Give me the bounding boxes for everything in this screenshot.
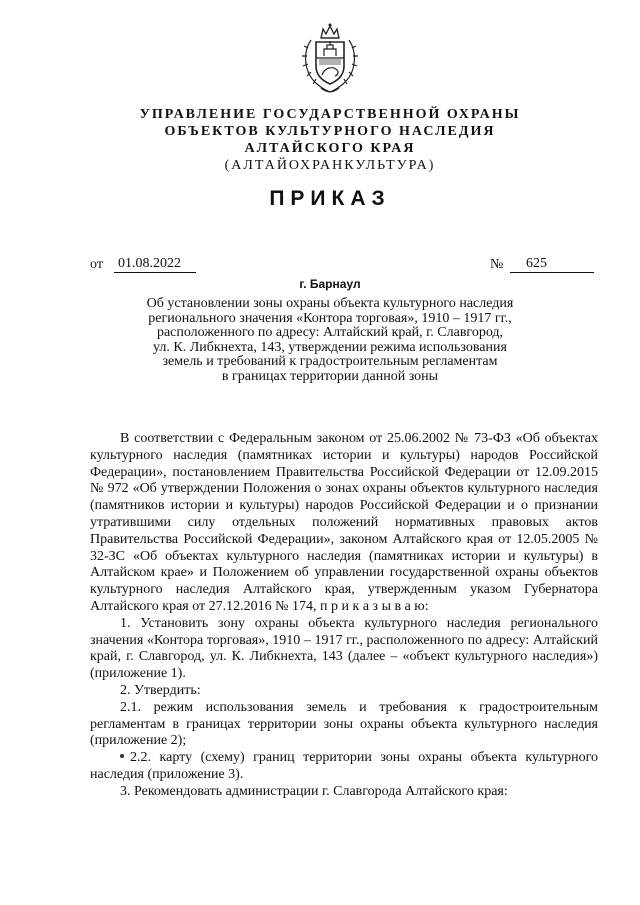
- date-label: от: [90, 257, 103, 272]
- order-item-2-2-paragraph: [90, 750, 598, 784]
- document-subject: [120, 297, 540, 385]
- document-title: ПРИКАЗ: [269, 187, 391, 210]
- subject-line: регионального значения «Контора торговая», 1910 – 1917 гг.,: [148, 310, 512, 326]
- order-item-2: 2. Утвердить:: [120, 682, 201, 698]
- subject-line: Об установлении зоны охраны объекта культурного наследия: [146, 296, 514, 311]
- order-item-2-1: 2.1. режим использования земель и требования к градостроительным регламентам в границах территории зоны охраны объекта культурного наследия (приложение 2);: [90, 699, 598, 749]
- subject-line: ул. К. Либкнехта, 143, утверждении режима использования: [153, 339, 507, 355]
- order-item-1: 1. Установить зону охраны объекта культурного наследия регионального значения «Контора торговая», 1910 – 1917 гг., расположенного по адресу: Алтайский край, г. Славгород, ул. К. Либкнехта, 143 (далее – «объект культурного наследия») (приложение 1).: [90, 615, 598, 682]
- org-name-line: АЛТАЙСКОГО КРАЯ: [244, 141, 416, 156]
- coat-of-arms-emblem: [299, 20, 361, 94]
- org-name-line: ОБЪЕКТОВ КУЛЬТУРНОГО НАСЛЕДИЯ: [164, 124, 496, 139]
- preamble-paragraph: В соответствии с Федеральным законом от 25.06.2002 № 73-ФЗ «Об объектах культурного наследия (памятниках истории и культуры) народов Российской Федерации», постановлением Правительства Российской Федерации от 12.09.2015 № 972 «Об утверждении Положения о зонах охраны объектов культурного наследия (памятников истории и культуры) народов Российской Федерации и о признании утратившими силу отдельных положений нормативных правовых актов Правительства Российской Федерации», законом Алтайского края от 12.05.2005 № 32-ЗС «Об объектах культурного наследия (памятниках истории и культуры) в Алтайском крае» и Положением об управлении государственной охраны объектов культурного наследия Алтайского края, утвержденным указом Губернатора Алтайского края от 27.12.2016 № 174, п р и к а з ы в а ю:: [90, 431, 598, 614]
- document-city: г. Барнаул: [299, 277, 361, 291]
- document-body: [90, 431, 598, 801]
- subject-line: земель и требований к градостроительным регламентам: [162, 354, 498, 370]
- org-name-line: УПРАВЛЕНИЕ ГОСУДАРСТВЕННОЙ ОХРАНЫ: [139, 107, 521, 122]
- org-short-name: (АЛТАЙОХРАНКУЛЬТУРА): [224, 158, 436, 173]
- number-label: №: [490, 257, 504, 272]
- document-number: 625: [510, 256, 594, 273]
- subject-line: в границах территории данной зоны: [221, 368, 439, 384]
- order-item-2-2: 2.2. карту (схему) границ территории зоны охраны объекта культурного наследия (приложение 3).: [90, 750, 598, 782]
- subject-line: расположенного по адресу: Алтайский край, г. Славгород,: [156, 325, 504, 341]
- order-item-3: 3. Рекомендовать администрации г. Славгорода Алтайского края:: [120, 783, 508, 799]
- scan-mark: [120, 754, 124, 758]
- document-date: 01.08.2022: [114, 256, 196, 273]
